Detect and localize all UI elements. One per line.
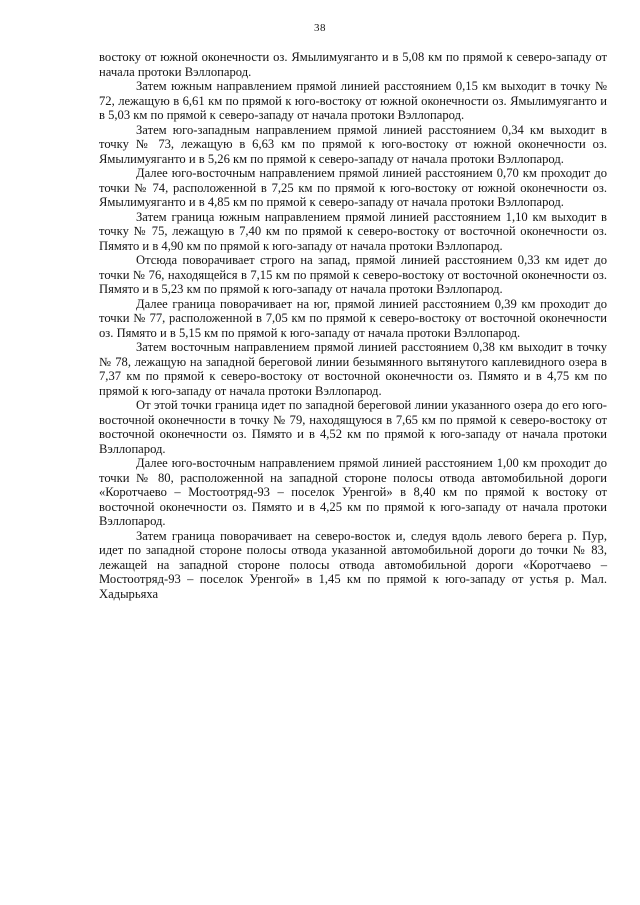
paragraph-2: Затем южным направлением прямой линией расстоянием 0,15 км выходит в точку № 72, лежащую в 6,61 км по прямой к юго-востоку от южной оконечности оз. Ямылимуяганто и в 5,03 км по прямой к северо-западу от начала протоки Вэллопарод. xyxy=(99,79,607,122)
paragraph-10: Далее юго-восточным направлением прямой линией расстоянием 1,00 км проходит до точки № 80, расположенной на западной стороне полосы отвода автомобильной дороги «Коротчаево – Мостоотряд-93 – поселок Уренгой» в 8,40 км по прямой к востоку от восточной оконечности оз. Пямято и в 4,25 км по прямой к юго-западу от начала протоки Вэллопарод. xyxy=(99,456,607,528)
paragraph-1: востоку от южной оконечности оз. Ямылимуяганто и в 5,08 км по прямой к северо-западу от начала протоки Вэллопарод. xyxy=(99,50,607,79)
paragraph-4: Далее юго-восточным направлением прямой линией расстоянием 0,70 км проходит до точки № 74, расположенной в 7,25 км по прямой к юго-востоку от южной оконечности оз. Ямылимуяганто и в 4,85 км по прямой к северо-западу от начала протоки Вэллопарод. xyxy=(99,166,607,209)
page-number: 38 xyxy=(314,22,326,34)
paragraph-6: Отсюда поворачивает строго на запад, прямой линией расстоянием 0,33 км идет до точки № 76, находящейся в 7,15 км по прямой к северо-востоку от восточной оконечности оз. Пямято и в 5,23 км по прямой к юго-западу от начала протоки Вэллопарод. xyxy=(99,253,607,296)
paragraph-8: Затем восточным направлением прямой линией расстоянием 0,38 км выходит в точку № 78, лежащую на западной береговой линии безымянного вытянутого каплевидного озера в 7,37 км по прямой к северо-востоку от восточной оконечности оз. Пямято и в 4,75 км по прямой к юго-западу от начала протоки Вэллопарод. xyxy=(99,340,607,398)
document-body xyxy=(99,50,607,601)
paragraph-9: От этой точки граница идет по западной береговой линии указанного озера до его юго-восточной оконечности в точку № 79, находящуюся в 7,65 км по прямой к северо-востоку от восточной оконечности оз. Пямято и в 4,52 км по прямой к юго-западу от начала протоки Вэллопарод. xyxy=(99,398,607,456)
paragraph-5: Затем граница южным направлением прямой линией расстоянием 1,10 км выходит в точку № 75, лежащую в 7,40 км по прямой к северо-востоку от восточной оконечности оз. Пямято и в 4,90 км по прямой к юго-западу от начала протоки Вэллопарод. xyxy=(99,209,607,253)
paragraph-11: Затем граница поворачивает на северо-восток и, следуя вдоль левого берега р. Пур, идет по западной стороне полосы отвода указанной автомобильной дороги до точки № 83, лежащей на западной стороне полосы отвода автомобильной дороги «Коротчаево – Мостоотряд-93 – поселок Уренгой» в 1,45 км по прямой к юго-западу от устья р. Мал. Хадырьяха xyxy=(99,528,607,601)
paragraph-3: Затем юго-западным направлением прямой линией расстоянием 0,34 км выходит в точку № 73, лежащую в 6,63 км по прямой к юго-востоку от южной оконечности оз. Ямылимуяганто и в 5,26 км по прямой к северо-западу от начала протоки Вэллопарод. xyxy=(99,122,607,166)
paragraph-7: Далее граница поворачивает на юг, прямой линией расстоянием 0,39 км проходит до точки № 77, расположенной в 7,05 км по прямой к северо-востоку от восточной оконечности оз. Пямято и в 5,15 км по прямой к юго-западу от начала протоки Вэллопарод. xyxy=(99,296,607,340)
